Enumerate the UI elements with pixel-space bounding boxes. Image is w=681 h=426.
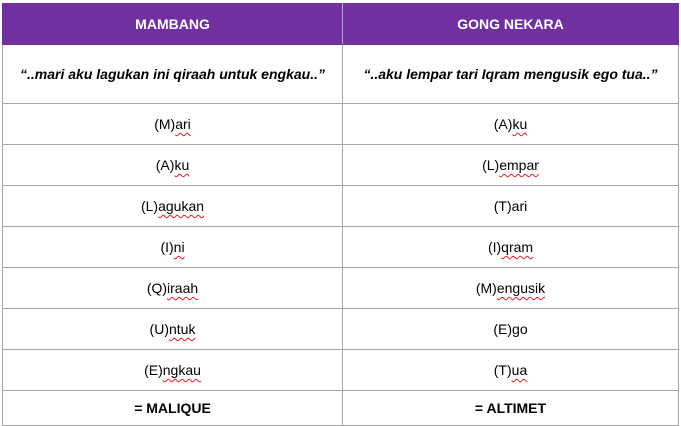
cell-right xyxy=(343,186,679,227)
cell-right xyxy=(343,227,679,268)
letter: (T) xyxy=(493,198,512,214)
letter: (M) xyxy=(154,116,176,132)
letter: (T) xyxy=(493,362,512,378)
word: empar xyxy=(499,157,539,173)
word: ku xyxy=(512,116,528,132)
table-row xyxy=(3,186,679,227)
letter: (A) xyxy=(155,157,175,173)
header-row xyxy=(3,4,679,45)
table-row xyxy=(3,309,679,350)
table-row xyxy=(3,350,679,391)
letter: (I) xyxy=(487,239,502,255)
word: iraah xyxy=(167,280,199,296)
cell-right xyxy=(343,104,679,145)
cell-left xyxy=(3,145,343,186)
letter: (Q) xyxy=(146,280,168,296)
cell-right xyxy=(343,350,679,391)
cell-right xyxy=(343,145,679,186)
letter: (I) xyxy=(160,239,174,255)
word: ua xyxy=(511,362,528,378)
word: ari xyxy=(511,198,528,214)
quote-left: “..mari aku lagukan ini qiraah untuk engkau..” xyxy=(3,45,343,104)
quote-row xyxy=(3,45,679,104)
word: engusik xyxy=(496,280,546,296)
letter: (E) xyxy=(144,362,163,378)
letter: (M) xyxy=(475,280,497,296)
table-row xyxy=(3,227,679,268)
letter: (A) xyxy=(493,116,513,132)
cell-left xyxy=(3,309,343,350)
word: qram xyxy=(501,239,534,255)
acrostic-table xyxy=(2,3,679,426)
word: ngkau xyxy=(162,362,201,378)
quote-right: “..aku lempar tari Iqram mengusik ego tua..” xyxy=(343,45,679,104)
total-row xyxy=(3,391,679,426)
letter: (E) xyxy=(493,321,513,337)
header-mambang: MAMBANG xyxy=(3,4,343,45)
letter: (L) xyxy=(482,157,500,173)
word: ni xyxy=(173,239,185,255)
table-row xyxy=(3,145,679,186)
cell-left xyxy=(3,350,343,391)
cell-left xyxy=(3,227,343,268)
cell-left xyxy=(3,186,343,227)
table-row xyxy=(3,104,679,145)
cell-right xyxy=(343,309,679,350)
total-left: = MALIQUE xyxy=(3,391,343,426)
cell-right xyxy=(343,268,679,309)
cell-left xyxy=(3,268,343,309)
word: ku xyxy=(174,157,190,173)
header-gong-nekara: GONG NEKARA xyxy=(343,4,679,45)
word: ari xyxy=(175,116,191,132)
table-row xyxy=(3,268,679,309)
cell-left xyxy=(3,104,343,145)
word: go xyxy=(512,321,528,337)
letter: (L) xyxy=(140,198,159,214)
word: ntuk xyxy=(168,321,196,337)
letter: (U) xyxy=(149,321,169,337)
total-right: = ALTIMET xyxy=(343,391,679,426)
word: agukan xyxy=(158,198,205,214)
